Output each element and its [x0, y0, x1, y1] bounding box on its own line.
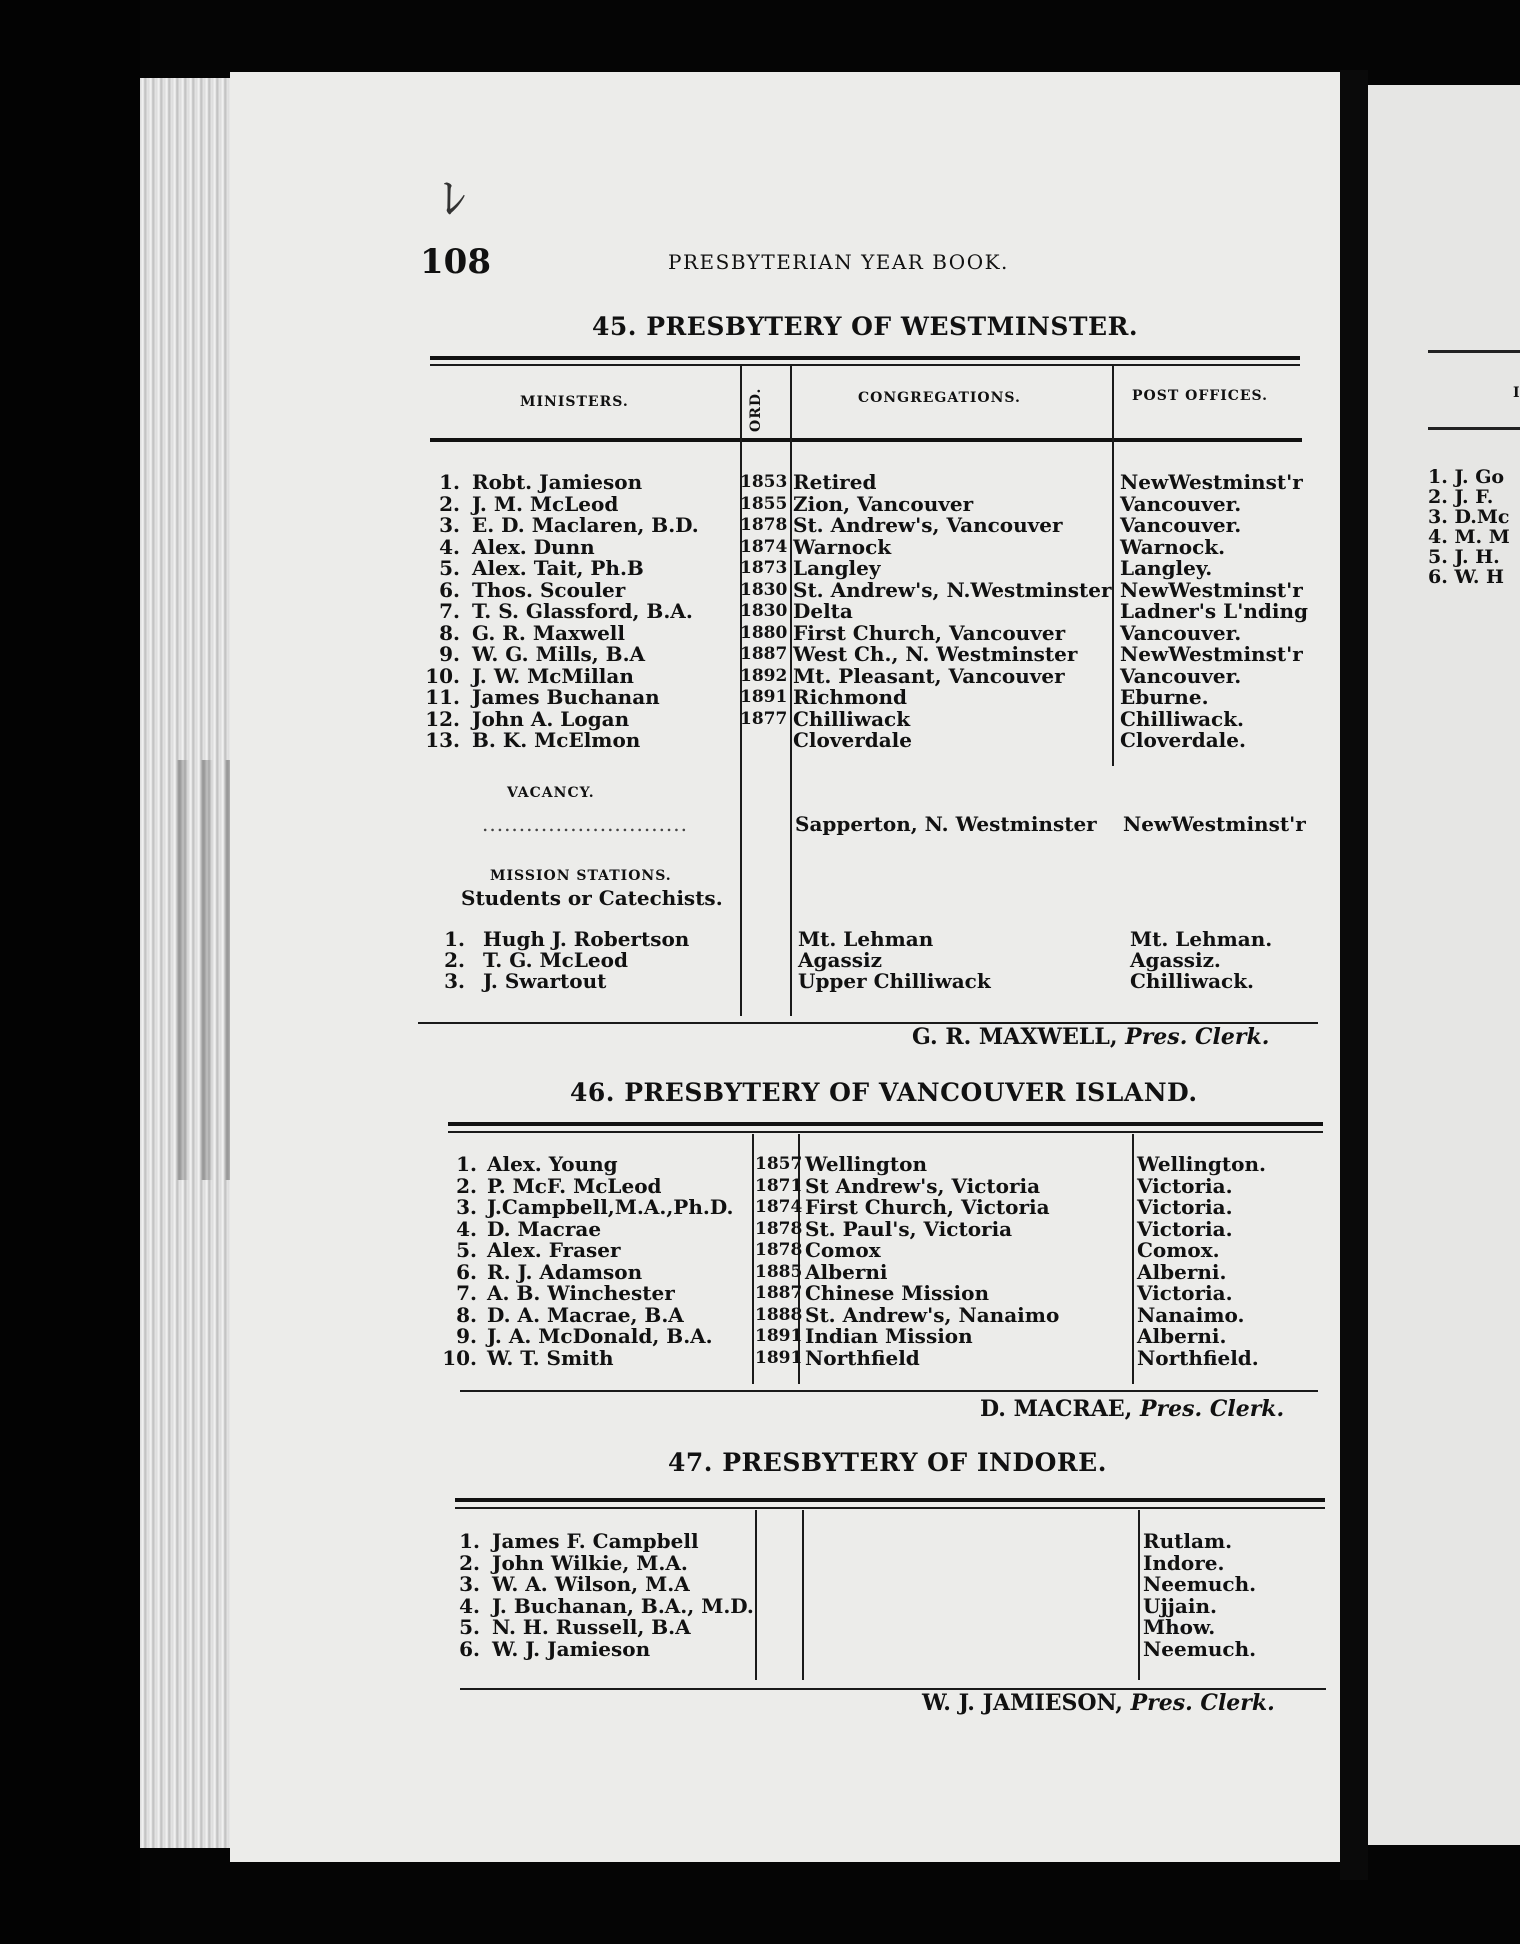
congregation: First Church, Victoria [805, 1195, 1050, 1219]
minister-name: D. A. Macrae, B.A [487, 1302, 684, 1327]
minister-name: J. M. McLeod [472, 491, 619, 516]
minister-name: J. W. McMillan [472, 663, 634, 688]
congregation: St. Paul's, Victoria [805, 1216, 1013, 1241]
ordination-year: 1857 [755, 1154, 803, 1174]
post-office: Langley. [1120, 556, 1213, 580]
handwritten-mark: ﾚ [442, 171, 467, 227]
congregation: Alberni [805, 1259, 888, 1284]
post-office: Wellington. [1137, 1152, 1266, 1176]
mission-row [0, 949, 1520, 971]
congregation: Richmond [793, 685, 907, 709]
minister-row [0, 1638, 1520, 1660]
minister-row [0, 1261, 1520, 1283]
minister-row [0, 600, 1520, 622]
post-office: Mt. Lehman. [1130, 927, 1273, 951]
minister-name: Thos. Scouler [472, 577, 626, 602]
row-number: 1. [459, 1529, 480, 1553]
minister-name: John A. Logan [472, 706, 630, 731]
post-office: Nanaimo. [1137, 1302, 1245, 1327]
row-number: 9. [456, 1324, 477, 1348]
row-number: 8. [439, 620, 460, 645]
row-number: 4. [456, 1216, 477, 1241]
minister-name: E. D. Maclaren, B.D. [472, 513, 699, 537]
minister-name: Alex. Tait, Ph.B [472, 556, 644, 580]
minister-name: N. H. Russell, B.A [492, 1615, 691, 1639]
post-office: Warnock. [1120, 534, 1226, 559]
minister-name: W. J. Jamieson [492, 1636, 651, 1661]
minister-name: Alex. Young [487, 1152, 618, 1176]
minister-row [0, 514, 1520, 536]
post-office: NewWestminst'r [1120, 642, 1303, 666]
post-office: Neemuch. [1143, 1572, 1257, 1596]
header-bottom-rule [430, 438, 1302, 442]
ordination-year: 1892 [740, 665, 788, 686]
minister-row [0, 1304, 1520, 1326]
clerk-name: G. R. MAXWELL, [912, 1024, 1118, 1050]
row-number: 10. [442, 1345, 477, 1370]
post-office: Mhow. [1143, 1615, 1216, 1639]
ordination-year: 1891 [740, 687, 788, 707]
table-top-rule [455, 1507, 1325, 1509]
congregation: St. Andrew's, N.Westminster [793, 577, 1112, 602]
minister-row [0, 1196, 1520, 1218]
row-number: 3. [459, 1572, 480, 1596]
minister-row [0, 1153, 1520, 1175]
row-number: 12. [425, 706, 460, 731]
row-number: 2. [459, 1550, 480, 1575]
mission-row [0, 970, 1520, 992]
ordination-year: 1830 [740, 601, 788, 621]
row-number: 3. [456, 1195, 477, 1219]
post-office: Victoria. [1137, 1216, 1233, 1241]
post-office: Eburne. [1120, 685, 1209, 709]
minister-name: W. G. Mills, B.A [472, 642, 646, 666]
row-number: 4. [459, 1593, 480, 1618]
post-office: Cloverdale. [1120, 728, 1246, 752]
clerk-title: Pres. Clerk. [1125, 1024, 1270, 1050]
leader-dots: ............................ [482, 812, 689, 836]
section-46-title: 46. PRESBYTERY OF VANCOUVER ISLAND. [570, 1078, 1198, 1107]
congregation: Comox [805, 1238, 881, 1262]
section-45-clerk [912, 1024, 1269, 1050]
minister-name: J. A. McDonald, B.A. [487, 1324, 713, 1348]
column-header-post-offices: POST OFFICES. [1132, 388, 1269, 404]
ordination-year: 1873 [740, 558, 788, 578]
mission-stations-label: MISSION STATIONS. [490, 868, 672, 884]
facing-page-item: 4. M. M [1428, 526, 1510, 548]
ordination-year: 1830 [740, 579, 788, 600]
minister-row [0, 1218, 1520, 1240]
minister-name: Hugh J. Robertson [483, 927, 690, 951]
ordination-year: 1874 [740, 536, 788, 557]
ordination-year: 1891 [755, 1326, 803, 1346]
minister-row [0, 622, 1520, 644]
running-title: PRESBYTERIAN YEAR BOOK. [668, 250, 1009, 274]
clerk-title: Pres. Clerk. [1130, 1690, 1275, 1716]
row-number: 3. [444, 969, 465, 993]
table-top-rule [430, 364, 1300, 366]
post-office: Rutlam. [1143, 1529, 1233, 1553]
minister-name: G. R. Maxwell [472, 620, 625, 645]
row-number: 7. [439, 599, 460, 623]
row-number: 1. [456, 1152, 477, 1176]
post-office: Ujjain. [1143, 1593, 1217, 1618]
congregation: Upper Chilliwack [798, 969, 991, 993]
congregation: First Church, Vancouver [793, 620, 1066, 645]
row-number: 7. [456, 1281, 477, 1305]
minister-row [0, 665, 1520, 687]
clerk-name: D. MACRAE, [980, 1396, 1133, 1422]
facing-page-rule [1428, 350, 1520, 353]
congregation: Cloverdale [793, 728, 913, 752]
post-office: NewWestminst'r [1120, 470, 1303, 494]
row-number: 1. [444, 927, 465, 951]
minister-name: J.Campbell,M.A.,Ph.D. [487, 1195, 734, 1219]
facing-page-item: 5. J. H. [1428, 546, 1500, 568]
row-number: 3. [439, 513, 460, 537]
minister-name: W. T. Smith [487, 1345, 614, 1370]
column-header-ministers: MINISTERS. [520, 394, 629, 410]
ordination-year: 1878 [755, 1218, 803, 1239]
minister-row [0, 579, 1520, 601]
minister-name: Alex. Dunn [472, 534, 595, 559]
mission-row [0, 928, 1520, 950]
row-number: 5. [456, 1238, 477, 1262]
clerk-name: W. J. JAMIESON, [922, 1690, 1123, 1716]
congregation: Indian Mission [805, 1324, 973, 1348]
congregation: Mt. Pleasant, Vancouver [793, 663, 1065, 688]
congregation: Agassiz [798, 948, 882, 972]
ordination-year: 1878 [740, 515, 788, 535]
row-number: 11. [425, 685, 460, 709]
minister-row [0, 1552, 1520, 1574]
post-office: Chilliwack. [1120, 706, 1245, 731]
minister-name: R. J. Adamson [487, 1259, 643, 1284]
post-office: Comox. [1137, 1238, 1220, 1262]
ordination-year: 1853 [740, 472, 788, 492]
congregation: Northfield [805, 1345, 920, 1370]
post-office: Victoria. [1137, 1195, 1233, 1219]
post-office: Indore. [1143, 1550, 1225, 1575]
congregation: Warnock [793, 534, 892, 559]
congregation: Wellington [805, 1152, 927, 1176]
minister-row [0, 1595, 1520, 1617]
congregation: St. Andrew's, Vancouver [793, 513, 1063, 537]
vacancy-row [0, 813, 1520, 835]
ordination-year: 1885 [755, 1261, 803, 1282]
clerk-title: Pres. Clerk. [1140, 1396, 1285, 1422]
vacancy-congregation: Sapperton, N. Westminster [795, 812, 1097, 836]
facing-page-rule [1428, 427, 1520, 430]
post-office: Vancouver. [1120, 491, 1242, 516]
row-number: 8. [456, 1302, 477, 1327]
minister-row [0, 493, 1520, 515]
minister-row [0, 1573, 1520, 1595]
ordination-year: 1855 [740, 493, 788, 514]
row-number: 5. [439, 556, 460, 580]
row-number: 2. [444, 948, 465, 972]
post-office: Victoria. [1137, 1281, 1233, 1305]
row-number: 6. [439, 577, 460, 602]
ordination-year: 1877 [740, 708, 788, 729]
congregation: West Ch., N. Westminster [793, 642, 1078, 666]
minister-name: Alex. Fraser [487, 1238, 621, 1262]
page-number: 108 [420, 242, 491, 282]
table-top-rule [448, 1122, 1323, 1126]
congregation: Langley [793, 556, 881, 580]
minister-name: James F. Campbell [492, 1529, 699, 1553]
congregation: St Andrew's, Victoria [805, 1173, 1041, 1198]
post-office: Alberni. [1137, 1259, 1227, 1284]
minister-name: J. Swartout [483, 969, 607, 993]
minister-name: J. Buchanan, B.A., M.D. [492, 1593, 754, 1618]
post-office: Alberni. [1137, 1324, 1227, 1348]
row-number: 2. [439, 491, 460, 516]
minister-row [0, 536, 1520, 558]
minister-name: John Wilkie, M.A. [492, 1550, 688, 1575]
post-office: NewWestminst'r [1120, 577, 1303, 602]
table-top-rule [448, 1131, 1323, 1133]
minister-name: A. B. Winchester [487, 1281, 675, 1305]
congregation: St. Andrew's, Nanaimo [805, 1302, 1060, 1327]
minister-row [0, 1530, 1520, 1552]
row-number: 6. [456, 1259, 477, 1284]
row-number: 5. [459, 1615, 480, 1639]
congregation: Delta [793, 599, 853, 623]
row-number: 9. [439, 642, 460, 666]
minister-name: B. K. McElmon [472, 728, 641, 752]
minister-name: James Buchanan [472, 685, 660, 709]
minister-name: D. Macrae [487, 1216, 602, 1241]
table-top-rule [455, 1498, 1325, 1502]
row-number: 13. [425, 728, 460, 752]
minister-row [0, 557, 1520, 579]
vacancy-post-office: NewWestminst'r [1123, 812, 1306, 836]
minister-name: Robt. Jamieson [472, 470, 643, 494]
congregation: Chilliwack [793, 706, 911, 731]
table-top-rule [430, 356, 1300, 360]
congregation: Mt. Lehman [798, 927, 934, 951]
ordination-year: 1878 [755, 1240, 803, 1260]
minister-row [0, 471, 1520, 493]
minister-row [0, 1325, 1520, 1347]
section-end-rule [460, 1390, 1318, 1392]
post-office: Vancouver. [1120, 663, 1242, 688]
row-number: 6. [459, 1636, 480, 1661]
post-office: Northfield. [1137, 1345, 1259, 1370]
minister-row [0, 686, 1520, 708]
facing-page-item: 1. J. Go [1428, 466, 1505, 488]
vacancy-label: VACANCY. [507, 785, 595, 801]
section-47-title: 47. PRESBYTERY OF INDORE. [668, 1448, 1107, 1477]
section-47-clerk [922, 1690, 1275, 1716]
post-office: Vancouver. [1120, 513, 1242, 537]
minister-name: P. McF. McLeod [487, 1173, 662, 1198]
minister-row [0, 1347, 1520, 1369]
post-office: Ladner's L'nding [1120, 599, 1308, 623]
row-number: 2. [456, 1173, 477, 1198]
congregation: Zion, Vancouver [793, 491, 974, 516]
ordination-year: 1874 [755, 1197, 803, 1217]
column-header-ord: ORD. [748, 387, 764, 432]
post-office: Agassiz. [1130, 948, 1221, 972]
minister-row [0, 729, 1520, 751]
minister-row [0, 1239, 1520, 1261]
post-office: Neemuch. [1143, 1636, 1257, 1661]
ordination-year: 1871 [755, 1175, 803, 1196]
ordination-year: 1891 [755, 1347, 803, 1368]
minister-row [0, 708, 1520, 730]
column-header-congregations: CONGREGATIONS. [858, 390, 1021, 406]
post-office: Chilliwack. [1130, 969, 1255, 993]
congregation: Retired [793, 470, 877, 494]
row-number: 1. [439, 470, 460, 494]
facing-page-item: 2. J. F. [1428, 486, 1494, 508]
minister-row [0, 1616, 1520, 1638]
row-number: 10. [425, 663, 460, 688]
congregation: Chinese Mission [805, 1281, 990, 1305]
minister-row [0, 1175, 1520, 1197]
facing-page-item: 6. W. H [1428, 566, 1505, 588]
post-office: Victoria. [1137, 1173, 1233, 1198]
minister-row [0, 643, 1520, 665]
ordination-year: 1880 [740, 622, 788, 643]
row-number: 4. [439, 534, 460, 559]
minister-name: T. G. McLeod [483, 948, 628, 972]
minister-row [0, 1282, 1520, 1304]
ordination-year: 1887 [740, 644, 788, 664]
section-46-clerk [980, 1396, 1284, 1422]
minister-name: W. A. Wilson, M.A [492, 1572, 690, 1596]
post-office: Vancouver. [1120, 620, 1242, 645]
ordination-year: 1887 [755, 1283, 803, 1303]
ordination-year: 1888 [755, 1304, 803, 1325]
minister-name: T. S. Glassford, B.A. [472, 599, 693, 623]
section-45-title: 45. PRESBYTERY OF WESTMINSTER. [592, 312, 1139, 341]
students-label: Students or Catechists. [461, 886, 723, 910]
facing-page-item: 3. D.Mc [1428, 506, 1510, 528]
facing-page-column-head: I [1513, 385, 1520, 401]
